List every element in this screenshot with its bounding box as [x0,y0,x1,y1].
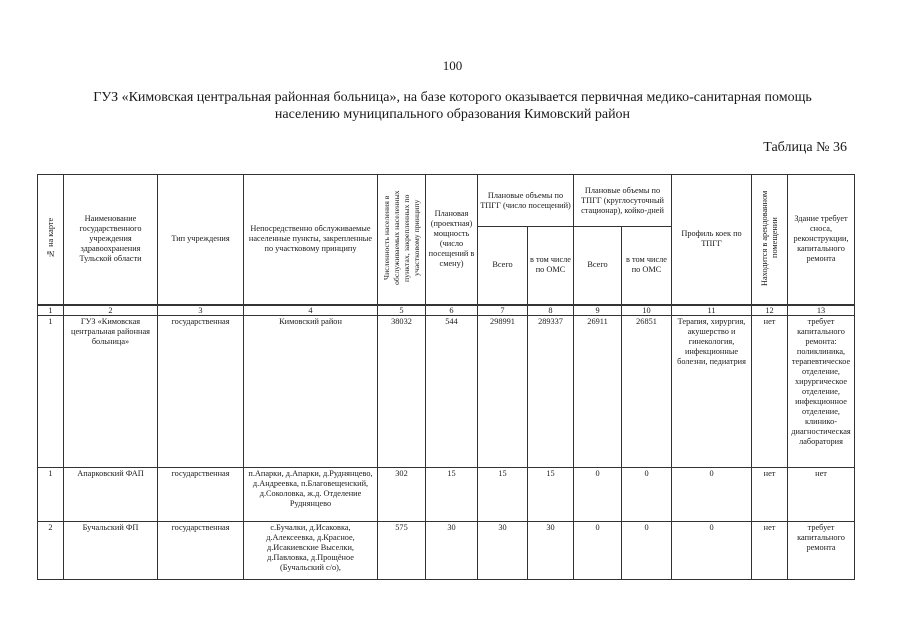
cell-visits-total: 15 [478,467,528,521]
header-beddays-total: Всего [574,227,622,305]
cell-served-settlements: с.Бучалки, д.Исаковка, д.Алексеевка, д.Красное, д.Исакиевские Выселки, д.Павловка, д.Прощёное (Бучальский с/о), [244,521,378,579]
column-number: 5 [378,305,426,316]
header-served-settlements: Непосредственно обслуживаемые населенные пункты, закрепленные по участковому принципу [244,175,378,305]
table-row [38,521,855,579]
cell-bed-profile: 0 [672,467,752,521]
cell-institution-name: ГУЗ «Кимовская центральная районная больница» [64,315,158,467]
cell-rented-premises: нет [752,315,788,467]
cell-beddays-total: 0 [574,521,622,579]
header-beddays-oms: в том числе по ОМС [622,227,672,305]
cell-beddays-oms: 26851 [622,315,672,467]
cell-rented-premises: нет [752,467,788,521]
table-label: Таблица № 36 [763,140,847,155]
cell-planned-capacity: 15 [426,467,478,521]
column-number: 13 [788,305,855,316]
header-planned-capacity: Плановая (проектная) мощность (число посещений в смену) [426,175,478,305]
cell-beddays-oms: 0 [622,521,672,579]
cell-rented-premises: нет [752,521,788,579]
cell-institution-type: государственная [158,521,244,579]
header-group-visits: Плановые объемы по ТПГГ (число посещений) [478,175,574,227]
cell-visits-total: 298991 [478,315,528,467]
cell-served-settlements: п.Апарки, д.Апарки, д.Руднянцево, д.Андреевка, п.Благовещенский, д.Соколовка, ж.д. Отделение Руднянцево [244,467,378,521]
header-institution-name: Наименование государственного учреждения здравоохранения Тульской области [64,175,158,305]
cell-building-condition: требует капитального ремонта: поликлиника, терапевтическое отделение, хирургическое отделение, инфекционное отделение, клинико-диагностическая лаборатория [788,315,855,467]
table-row [38,467,855,521]
column-number: 11 [672,305,752,316]
cell-institution-type: государственная [158,467,244,521]
cell-planned-capacity: 30 [426,521,478,579]
header-visits-oms: в том числе по ОМС [528,227,574,305]
cell-bed-profile: 0 [672,521,752,579]
cell-building-condition: требует капитального ремонта [788,521,855,579]
cell-beddays-oms: 0 [622,467,672,521]
column-number: 1 [38,305,64,316]
cell-served-settlements: Кимовский район [244,315,378,467]
cell-visits-oms: 289337 [528,315,574,467]
cell-visits-total: 30 [478,521,528,579]
header-bed-profile: Профиль коек по ТПГГ [672,175,752,305]
cell-visits-oms: 15 [528,467,574,521]
column-number: 8 [528,305,574,316]
column-number: 3 [158,305,244,316]
column-number: 10 [622,305,672,316]
cell-building-condition: нет [788,467,855,521]
cell-institution-name: Апарковский ФАП [64,467,158,521]
header-visits-total: Всего [478,227,528,305]
cell-map-number: 1 [38,467,64,521]
column-number-row [38,305,855,316]
cell-population: 575 [378,521,426,579]
cell-planned-capacity: 544 [426,315,478,467]
facilities-table [37,174,855,580]
cell-beddays-total: 0 [574,467,622,521]
cell-institution-type: государственная [158,315,244,467]
column-number: 2 [64,305,158,316]
header-rented-premises: Находится в арендованном помещении [752,175,788,305]
cell-institution-name: Бучальский ФП [64,521,158,579]
header-map-number: № на карте [38,175,64,305]
page-number: 100 [442,58,463,73]
cell-population: 302 [378,467,426,521]
title-line-2: населению муниципального образования Кимовский район [274,107,631,122]
header-group-inpatient: Плановые объемы по ТПГГ (круглосуточный стационар), койко-дней [574,175,672,227]
column-number: 6 [426,305,478,316]
column-number: 9 [574,305,622,316]
cell-bed-profile: Терапия, хирургия, акушерство и гинекология, инфекционные болезни, педиатрия [672,315,752,467]
column-number: 4 [244,305,378,316]
document-title [30,89,875,123]
cell-beddays-total: 26911 [574,315,622,467]
header-institution-type: Тип учреждения [158,175,244,305]
header-population: Численность населения в обслуживаемых населенных пунктах, закрепленных по участковому принципу [378,175,426,305]
title-line-1: ГУЗ «Кимовская центральная районная больница», на базе которого оказывается первичная медико-санитарная помощь [93,90,812,105]
cell-population: 38032 [378,315,426,467]
cell-visits-oms: 30 [528,521,574,579]
column-number: 12 [752,305,788,316]
cell-map-number: 1 [38,315,64,467]
table-row [38,315,855,467]
header-building-condition: Здание требует сноса, реконструкции, капитального ремонта [788,175,855,305]
cell-map-number: 2 [38,521,64,579]
column-number: 7 [478,305,528,316]
